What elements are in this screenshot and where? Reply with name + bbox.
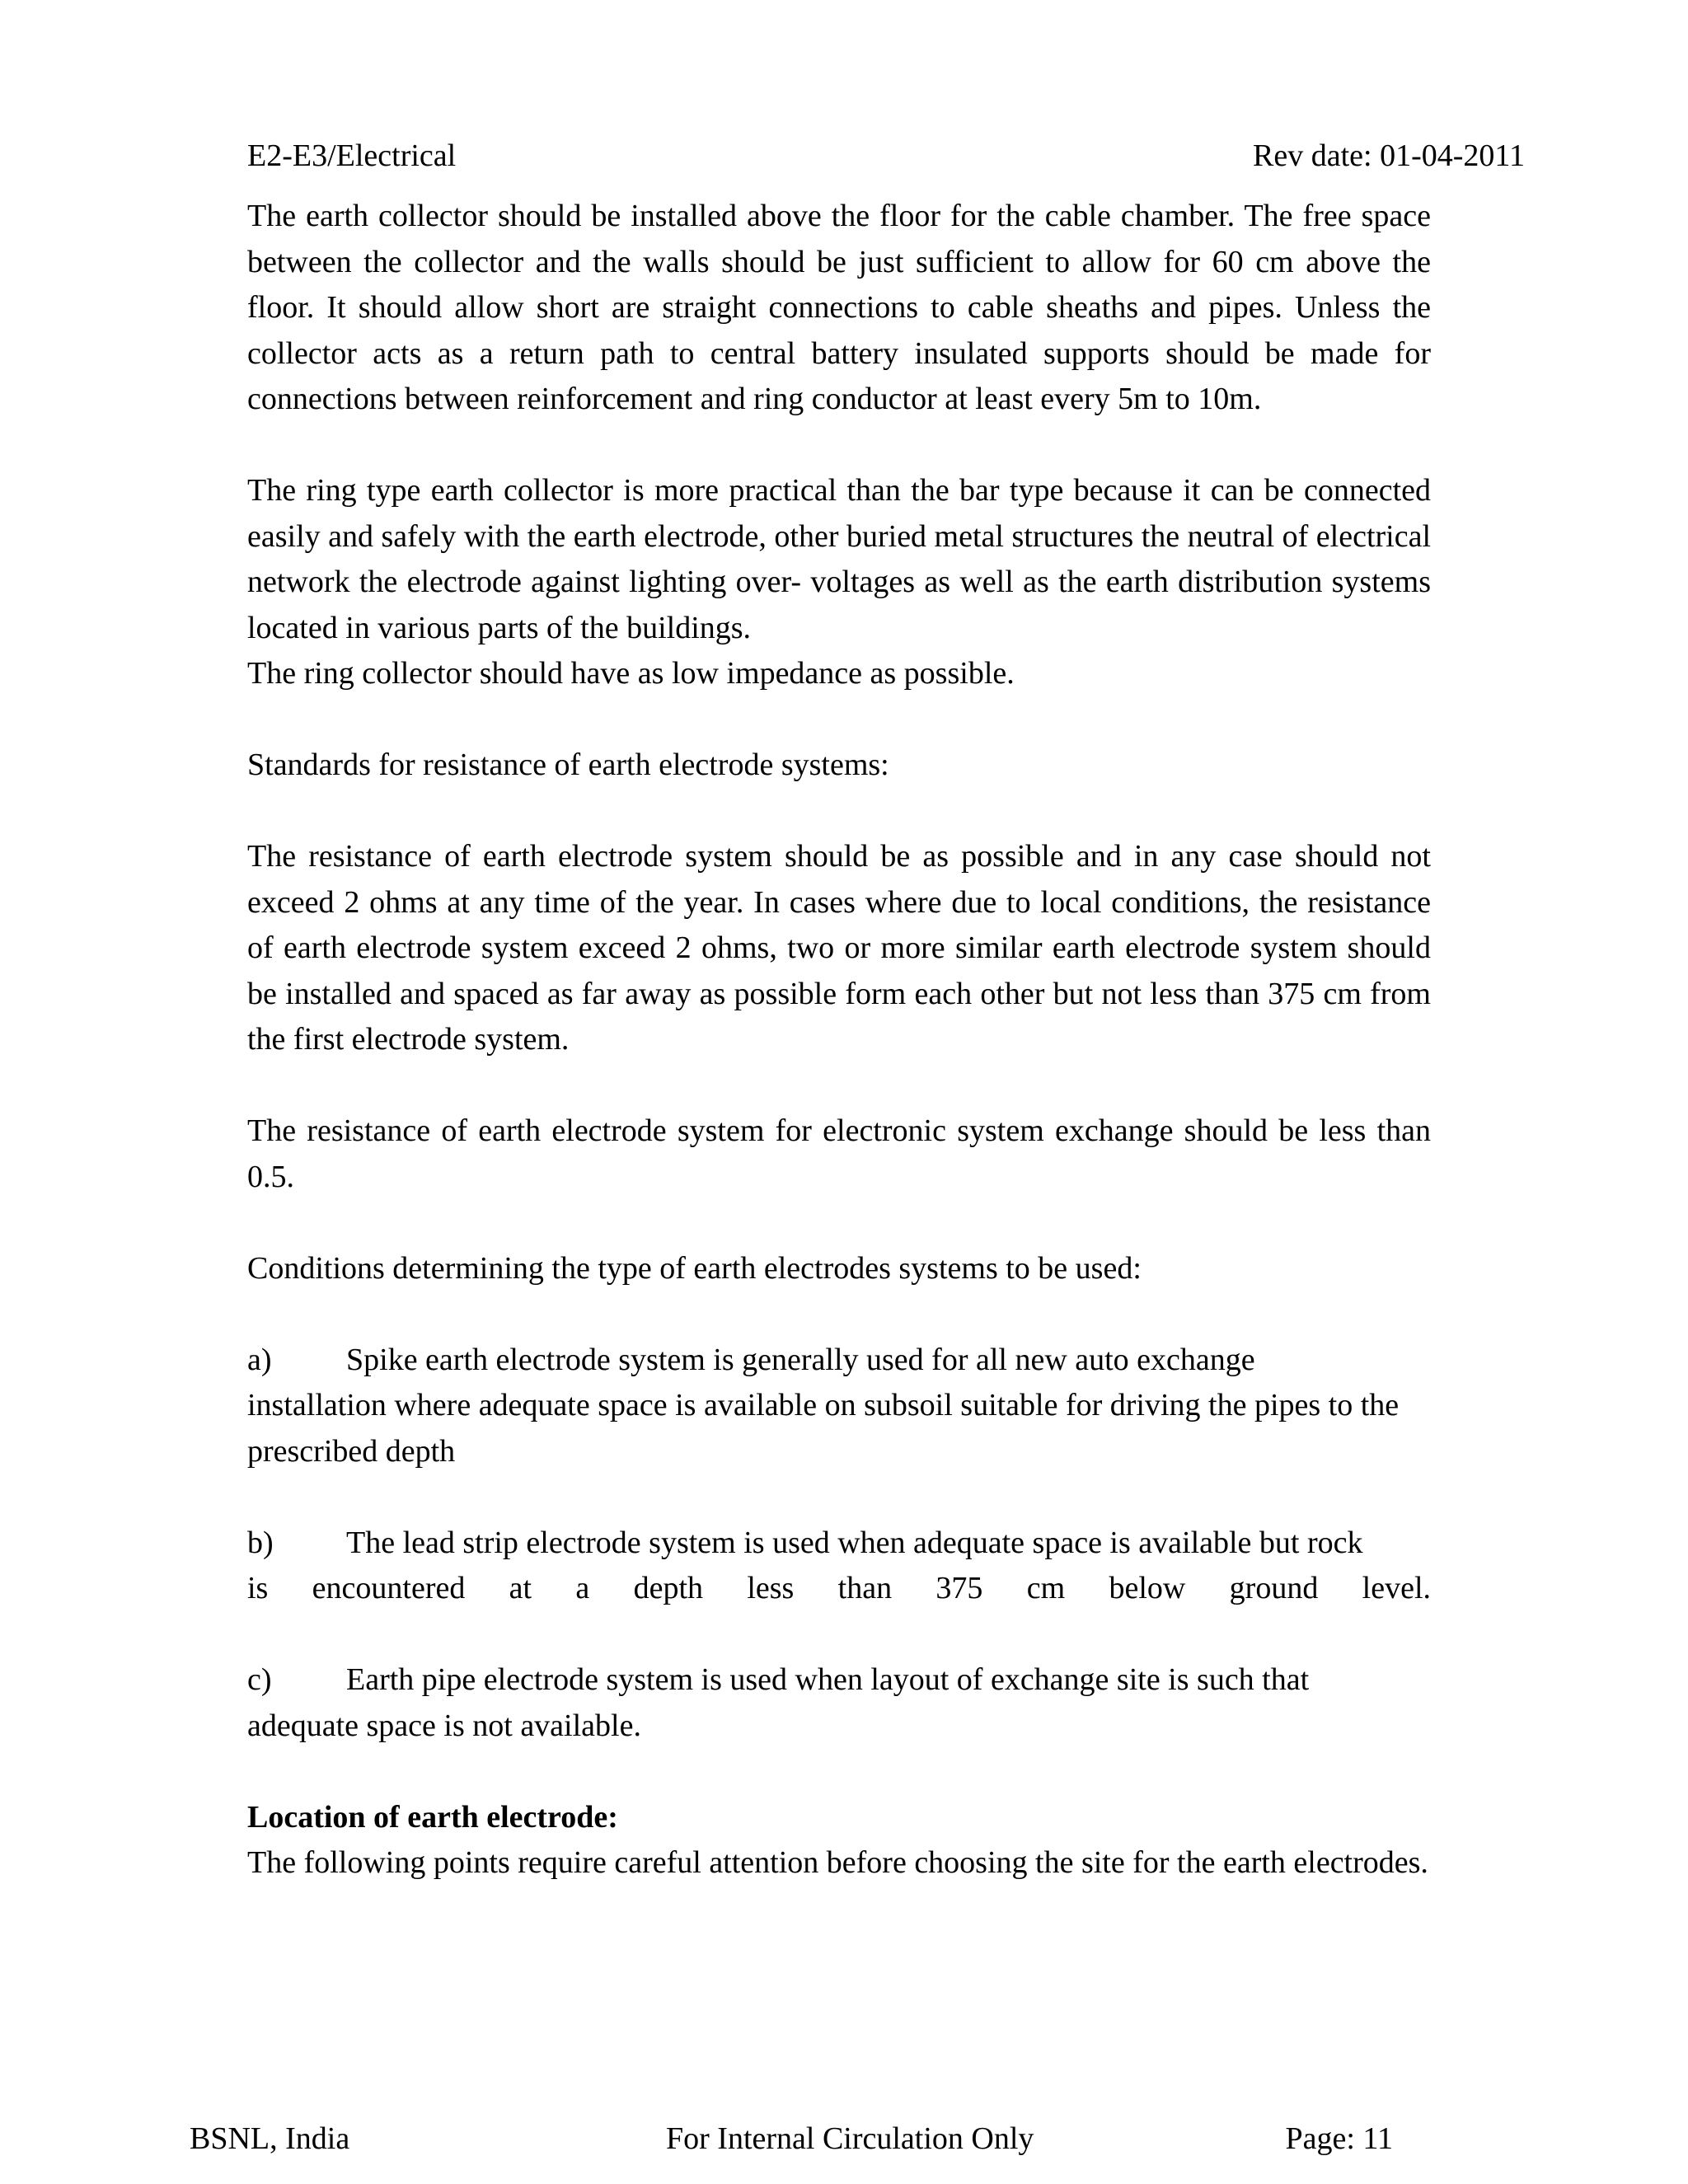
paragraph-standards-title: Standards for resistance of earth electrode systems: [247, 748, 889, 782]
paragraph-ring-type-collector: The ring type earth collector is more practical than the bar type because it can be connected easily and safely with the earth electrode, other buried metal structures the neutral of electrical network the electrode against lighting over- voltages as well as the earth distribution systems located in various parts of the buildings. [247, 473, 1431, 645]
list-marker: b) [247, 1525, 274, 1560]
paragraph-electronic-exchange: The resistance of earth electrode system for electronic system exchange should be less than 0.5. [247, 1113, 1431, 1194]
page-header [247, 135, 1525, 176]
list-item-continuation: adequate space is not available. [247, 1708, 641, 1743]
paragraph-resistance-standard: The resistance of earth electrode system should be as possible and in any case should not exceed 2 ohms at any time of the year. In cases where due to local conditions, the resistance of earth electrode system exceed 2 ohms, two or more similar earth electrode system should be installed and spaced as far away as possible form each other but not less than 375 cm from the first electrode system. [247, 839, 1431, 1057]
footer-circulation-note: For Internal Circulation Only [666, 2121, 1034, 2156]
list-marker: a) [247, 1342, 272, 1377]
header-doc-id: E2-E3/Electrical [247, 138, 457, 173]
paragraph-ring-impedance: The ring collector should have as low impedance as possible. [247, 656, 1015, 691]
list-item-text: The lead strip electrode system is used when adequate space is available but rock [346, 1525, 1363, 1560]
list-marker: c) [247, 1662, 272, 1697]
paragraph-location-intro: The following points require careful attention before choosing the site for the earth electrodes. [247, 1845, 1428, 1880]
footer-organization: BSNL, India [190, 2121, 350, 2156]
section-heading: Location of earth electrode: [247, 1799, 618, 1835]
paragraph-earth-collector: The earth collector should be installed above the floor for the cable chamber. The free space between the collector and the walls should be just sufficient to allow for 60 cm above the floor. It should allow short are straight connections to cable sheaths and pipes. Unless the collector acts as a return path to central battery insulated supports should be made for connections between reinforcement and ring conductor at least every 5m to 10m. [247, 199, 1431, 416]
list-item-text: Spike earth electrode system is generally used for all new auto exchange [346, 1342, 1255, 1377]
document-body [247, 194, 1431, 1886]
list-item-b [247, 1521, 1431, 1612]
page-footer [190, 2118, 1393, 2159]
list-item-c [247, 1657, 1431, 1749]
list-item-continuation: installation where adequate space is available on subsoil suitable for driving the pipes to the prescribed depth [247, 1388, 1400, 1469]
list-item-text: Earth pipe electrode system is used when layout of exchange site is such that [346, 1662, 1310, 1697]
paragraph-conditions-title: Conditions determining the type of earth electrodes systems to be used: [247, 1250, 1142, 1286]
header-rev-date: Rev date: 01-04-2011 [1253, 138, 1525, 173]
list-item-a [247, 1338, 1431, 1475]
footer-page-number: Page: 11 [1285, 2121, 1393, 2156]
list-item-continuation: is encountered at a depth less than 375 cm below ground level. [247, 1571, 1431, 1605]
